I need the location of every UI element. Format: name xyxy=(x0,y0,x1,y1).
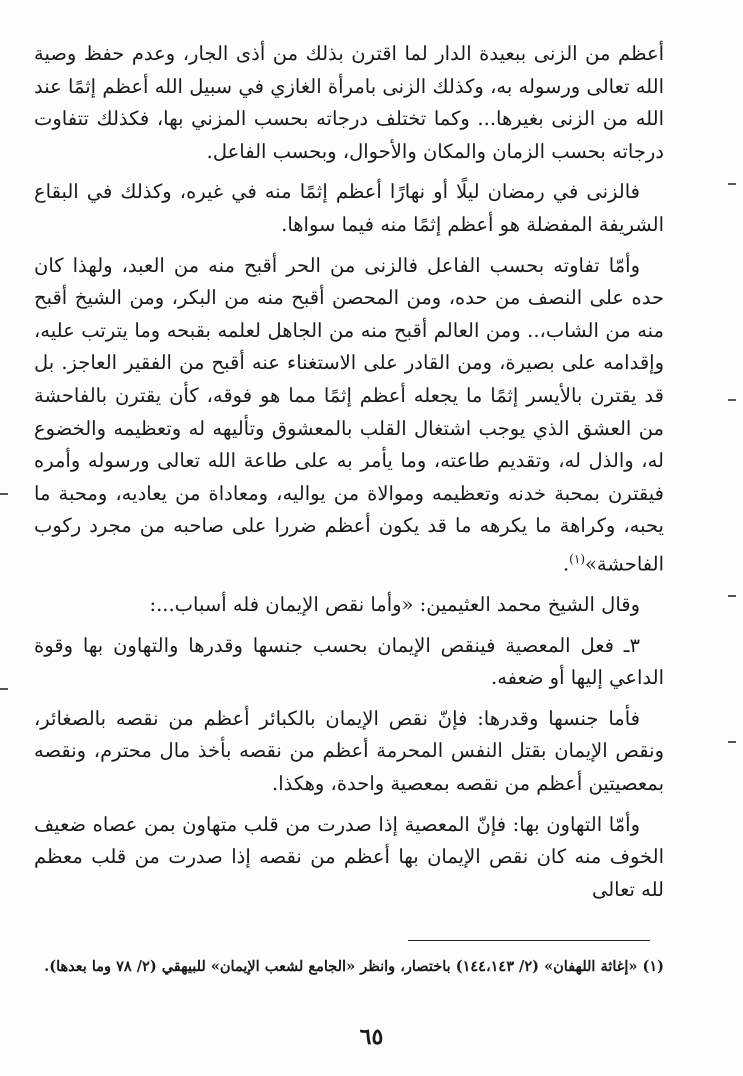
paragraph-3: وأمّا تفاوته بحسب الفاعل فالزنى من الحر أقبح منه من العبد، ولهذا كان حده على النصف من حده، ومن المحصن أقبح منه من البكر، ومن الشيخ أقبح منه من الشاب،.. ومن العالم أقبح منه من الجاهل لعلمه بقبحه وما يترتب عليه، وإقدامه على بصيرة، ومن القادر على الاستغناء عنه أقبح من الفقير العاجز. بل قد يقترن بالأيسر إثمًا ما يجعله أعظم إثمًا مما هو فوقه، كأن يقترن بالفاحشة من العشق الذي يوجب اشتغال القلب بالمعشوق وتأليهه له وتعظيمه والخضوع له، والذل له، وتقديم طاعته، وما يأمر به على طاعة الله تعالى ورسوله وأمره فيقترن بمحبة خدنه وتعظيمه وموالاة من يواليه، ومعاداة من يعاديه، ومحبة ما يحبه، وكراهة ما يكرهه ما قد يكون أعظم ضررا على صاحبه من مجرد ركوب الفاحشة»$^{(١)}$. xyxy=(34,253,665,576)
page-body xyxy=(34,38,664,914)
footnote-reference: (١) xyxy=(569,551,585,566)
paragraph-4: وقال الشيخ محمد العثيمين: «وأما نقص الإيمان فله أسباب...: xyxy=(149,593,640,616)
margin-mark xyxy=(0,688,8,690)
paragraph-6: فأما جنسها وقدرها: فإنّ نقص الإيمان بالكبائر أعظم من نقصه بالصغائر، ونقص الإيمان بقتل النفس المحرمة أعظم من نقصه بأخذ مال محترم، ونقصه بمعصيتين أعظم من نقصه بمعصية واحدة، وهكذا. xyxy=(34,706,664,795)
paragraph-2: فالزنى في رمضان ليلًا أو نهارًا أعظم إثمًا منه في غيره، وكذلك في البقاع الشريفة المفضلة هو أعظم إثمًا منه فيما سواها. xyxy=(34,180,664,236)
paragraph-1: أعظم من الزنى ببعيدة الدار لما اقترن بذلك من أذى الجار، وعدم حفظ وصية الله تعالى ورسوله به، وكذلك الزنى بامرأة الغازي في سبيل الله أعظم إثمًا عند الله من الزنى بغيرها... وكما تختلف درجاته بحسب المزني بها، فكذلك تتفاوت درجاته بحسب الزمان والمكان والأحوال، وبحسب الفاعل. xyxy=(34,42,664,163)
paragraph-7: وأمّا التهاون بها: فإنّ المعصية إذا صدرت من قلب متهاون بمن عصاه ضعيف الخوف منه كان نقص الإيمان بها أعظم من نقصه إذا صدرت من قلب معظم لله تعالى xyxy=(34,812,664,901)
paragraph-5: ٣ـ فعل المعصية فينقص الإيمان بحسب جنسها وقدرها والتهاون بها وقوة الداعي إليها أو ضعفه. xyxy=(34,633,664,690)
footnote-divider xyxy=(408,940,650,941)
margin-mark xyxy=(728,595,736,597)
margin-mark xyxy=(728,741,736,743)
margin-mark xyxy=(728,183,736,185)
footnote: (١) «إغاثة اللهفان» (٢/ ١٤٤،١٤٣) باختصار، وانظر «الجامع لشعب الإيمان» للبيهقي (٢/ ٧٨ وما بعدها). xyxy=(44,958,664,975)
page-number: ٦٥ xyxy=(359,1024,384,1050)
margin-mark xyxy=(0,493,8,495)
paragraph-3-text: وأمّا تفاوته بحسب الفاعل فالزنى من الحر أقبح منه من العبد، ولهذا كان حده على النصف من حده، ومن المحصن أقبح منه من البكر، ومن الشيخ أقبح منه من الشاب،.. ومن العالم أقبح منه من الجاهل لعلمه بقبحه وما يترتب عليه، وإقدامه على بصيرة، ومن القادر على الاستغناء عنه أقبح من الفقير العاجز. بل قد يقترن بالأيسر إثمًا ما يجعله أعظم إثمًا مما هو فوقه، كأن يقترن بالفاحشة من العشق الذي يوجب اشتغال القلب بالمعشوق وتأليهه له وتعظيمه والخضوع له، والذل له، وتقديم طاعته، وما يأمر به على طاعة الله تعالى ورسوله وأمره فيقترن بمحبة خدنه وتعظيمه وموالاة من يواليه، ومعاداة من يعاديه، ومحبة ما يحبه، وكراهة ما يكرهه ما قد يكون أعظم ضررا على صاحبه من مجرد ركوب الفاحشة» xyxy=(34,253,665,576)
margin-mark xyxy=(728,399,736,401)
